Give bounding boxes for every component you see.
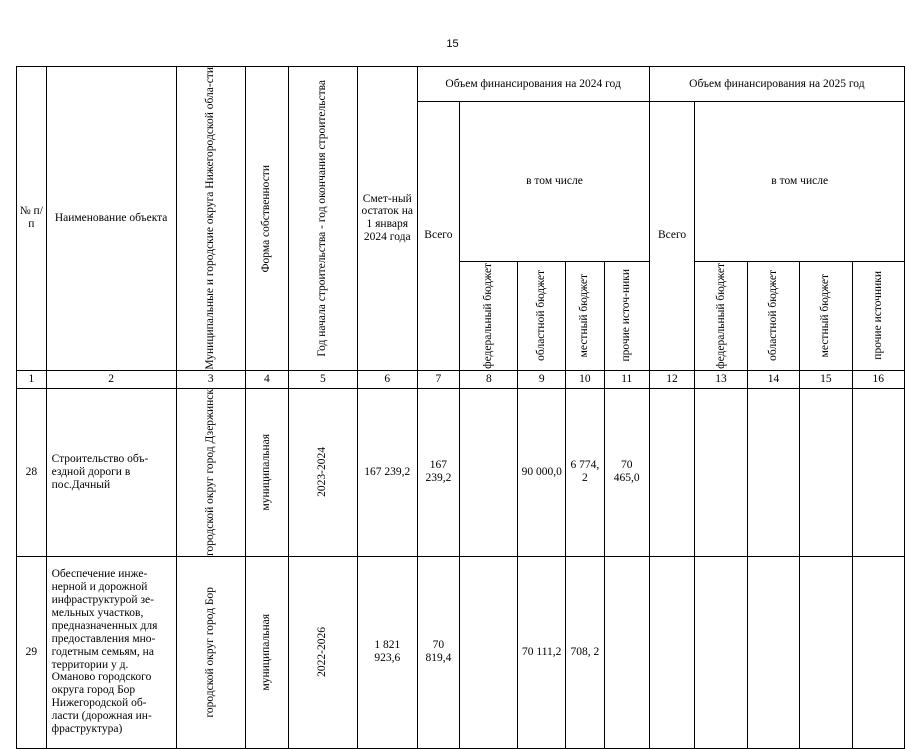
local-2025 — [800, 388, 852, 556]
column-number: 1 — [17, 370, 47, 388]
federal-2025 — [695, 388, 747, 556]
column-number: 5 — [288, 370, 357, 388]
regional-2024: 70 111,2 — [518, 556, 566, 748]
construction-years: 2023-2024 — [288, 388, 357, 556]
header-total-2024: Всего — [417, 102, 460, 371]
table-row — [17, 556, 905, 748]
financing-table — [16, 66, 905, 749]
municipal-district: городской округ город Бор — [176, 556, 245, 748]
header-num: № п/п — [17, 67, 47, 371]
total-2025 — [649, 388, 695, 556]
column-number: 2 — [46, 370, 176, 388]
header-regional-2024: областной бюджет — [518, 261, 566, 370]
header-municipal: Муниципальные и городские округа Нижегородской обла-сти — [176, 67, 245, 371]
local-2025 — [800, 556, 852, 748]
column-number: 3 — [176, 370, 245, 388]
total-2025 — [649, 556, 695, 748]
construction-years: 2022-2026 — [288, 556, 357, 748]
local-2024: 6 774, 2 — [566, 388, 605, 556]
other-2025 — [852, 556, 904, 748]
column-numbers-row — [17, 370, 905, 388]
regional-2025 — [747, 556, 799, 748]
header-including-2025: в том числе — [695, 102, 905, 262]
header-row-1 — [17, 67, 905, 102]
header-federal-2025: федеральный бюджет — [695, 261, 747, 370]
regional-2024: 90 000,0 — [518, 388, 566, 556]
column-number: 8 — [460, 370, 518, 388]
federal-2024 — [460, 556, 518, 748]
header-fin-2025: Объем финансирования на 2025 год — [649, 67, 904, 102]
row-num: 28 — [17, 388, 47, 556]
header-total-2025: Всего — [649, 102, 695, 371]
header-local-2025: местный бюджет — [800, 261, 852, 370]
column-number: 10 — [566, 370, 605, 388]
other-2024 — [604, 556, 649, 748]
header-ownership: Форма собственности — [245, 67, 288, 371]
ownership-form: муниципальная — [245, 556, 288, 748]
column-number: 11 — [604, 370, 649, 388]
header-name: Наименование объекта — [46, 67, 176, 371]
column-number: 15 — [800, 370, 852, 388]
ownership-form: муниципальная — [245, 388, 288, 556]
federal-2025 — [695, 556, 747, 748]
header-years: Год начала строительства - год окончания строительства — [288, 67, 357, 371]
other-2024: 70 465,0 — [604, 388, 649, 556]
table-row — [17, 388, 905, 556]
object-name: Строительство объ-ездной дороги в пос.Дачный — [46, 388, 176, 556]
header-fin-2024: Объем финансирования на 2024 год — [417, 67, 649, 102]
column-number: 14 — [747, 370, 799, 388]
column-number: 12 — [649, 370, 695, 388]
column-number: 4 — [245, 370, 288, 388]
total-2024: 70 819,4 — [417, 556, 460, 748]
federal-2024 — [460, 388, 518, 556]
header-local-2024: местный бюджет — [566, 261, 605, 370]
object-name: Обеспечение инже-нерной и дорожной инфраструктурой зе-мельных участков, предназначенных для предоставления мно-годетным семьям, на территории у д. Оманово городского округа город Бор Нижегородской об-ласти (дорожная ин-фраструктура) — [46, 556, 176, 748]
estimated-balance: 1 821 923,6 — [358, 556, 418, 748]
header-other-2025: прочие источники — [852, 261, 904, 370]
column-number: 9 — [518, 370, 566, 388]
other-2025 — [852, 388, 904, 556]
row-num: 29 — [17, 556, 47, 748]
estimated-balance: 167 239,2 — [358, 388, 418, 556]
header-federal-2024: федеральный бюджет — [460, 261, 518, 370]
column-number: 7 — [417, 370, 460, 388]
header-other-2024: прочие источ-ники — [604, 261, 649, 370]
column-number: 16 — [852, 370, 904, 388]
header-including-2024: в том числе — [460, 102, 649, 262]
local-2024: 708, 2 — [566, 556, 605, 748]
column-number: 13 — [695, 370, 747, 388]
municipal-district: городской округ город Дзержинск — [176, 388, 245, 556]
column-number: 6 — [358, 370, 418, 388]
total-2024: 167 239,2 — [417, 388, 460, 556]
page-number: 15 — [446, 38, 459, 50]
header-balance: Смет-ный остаток на 1 января 2024 года — [358, 67, 418, 371]
regional-2025 — [747, 388, 799, 556]
header-regional-2025: областной бюджет — [747, 261, 799, 370]
